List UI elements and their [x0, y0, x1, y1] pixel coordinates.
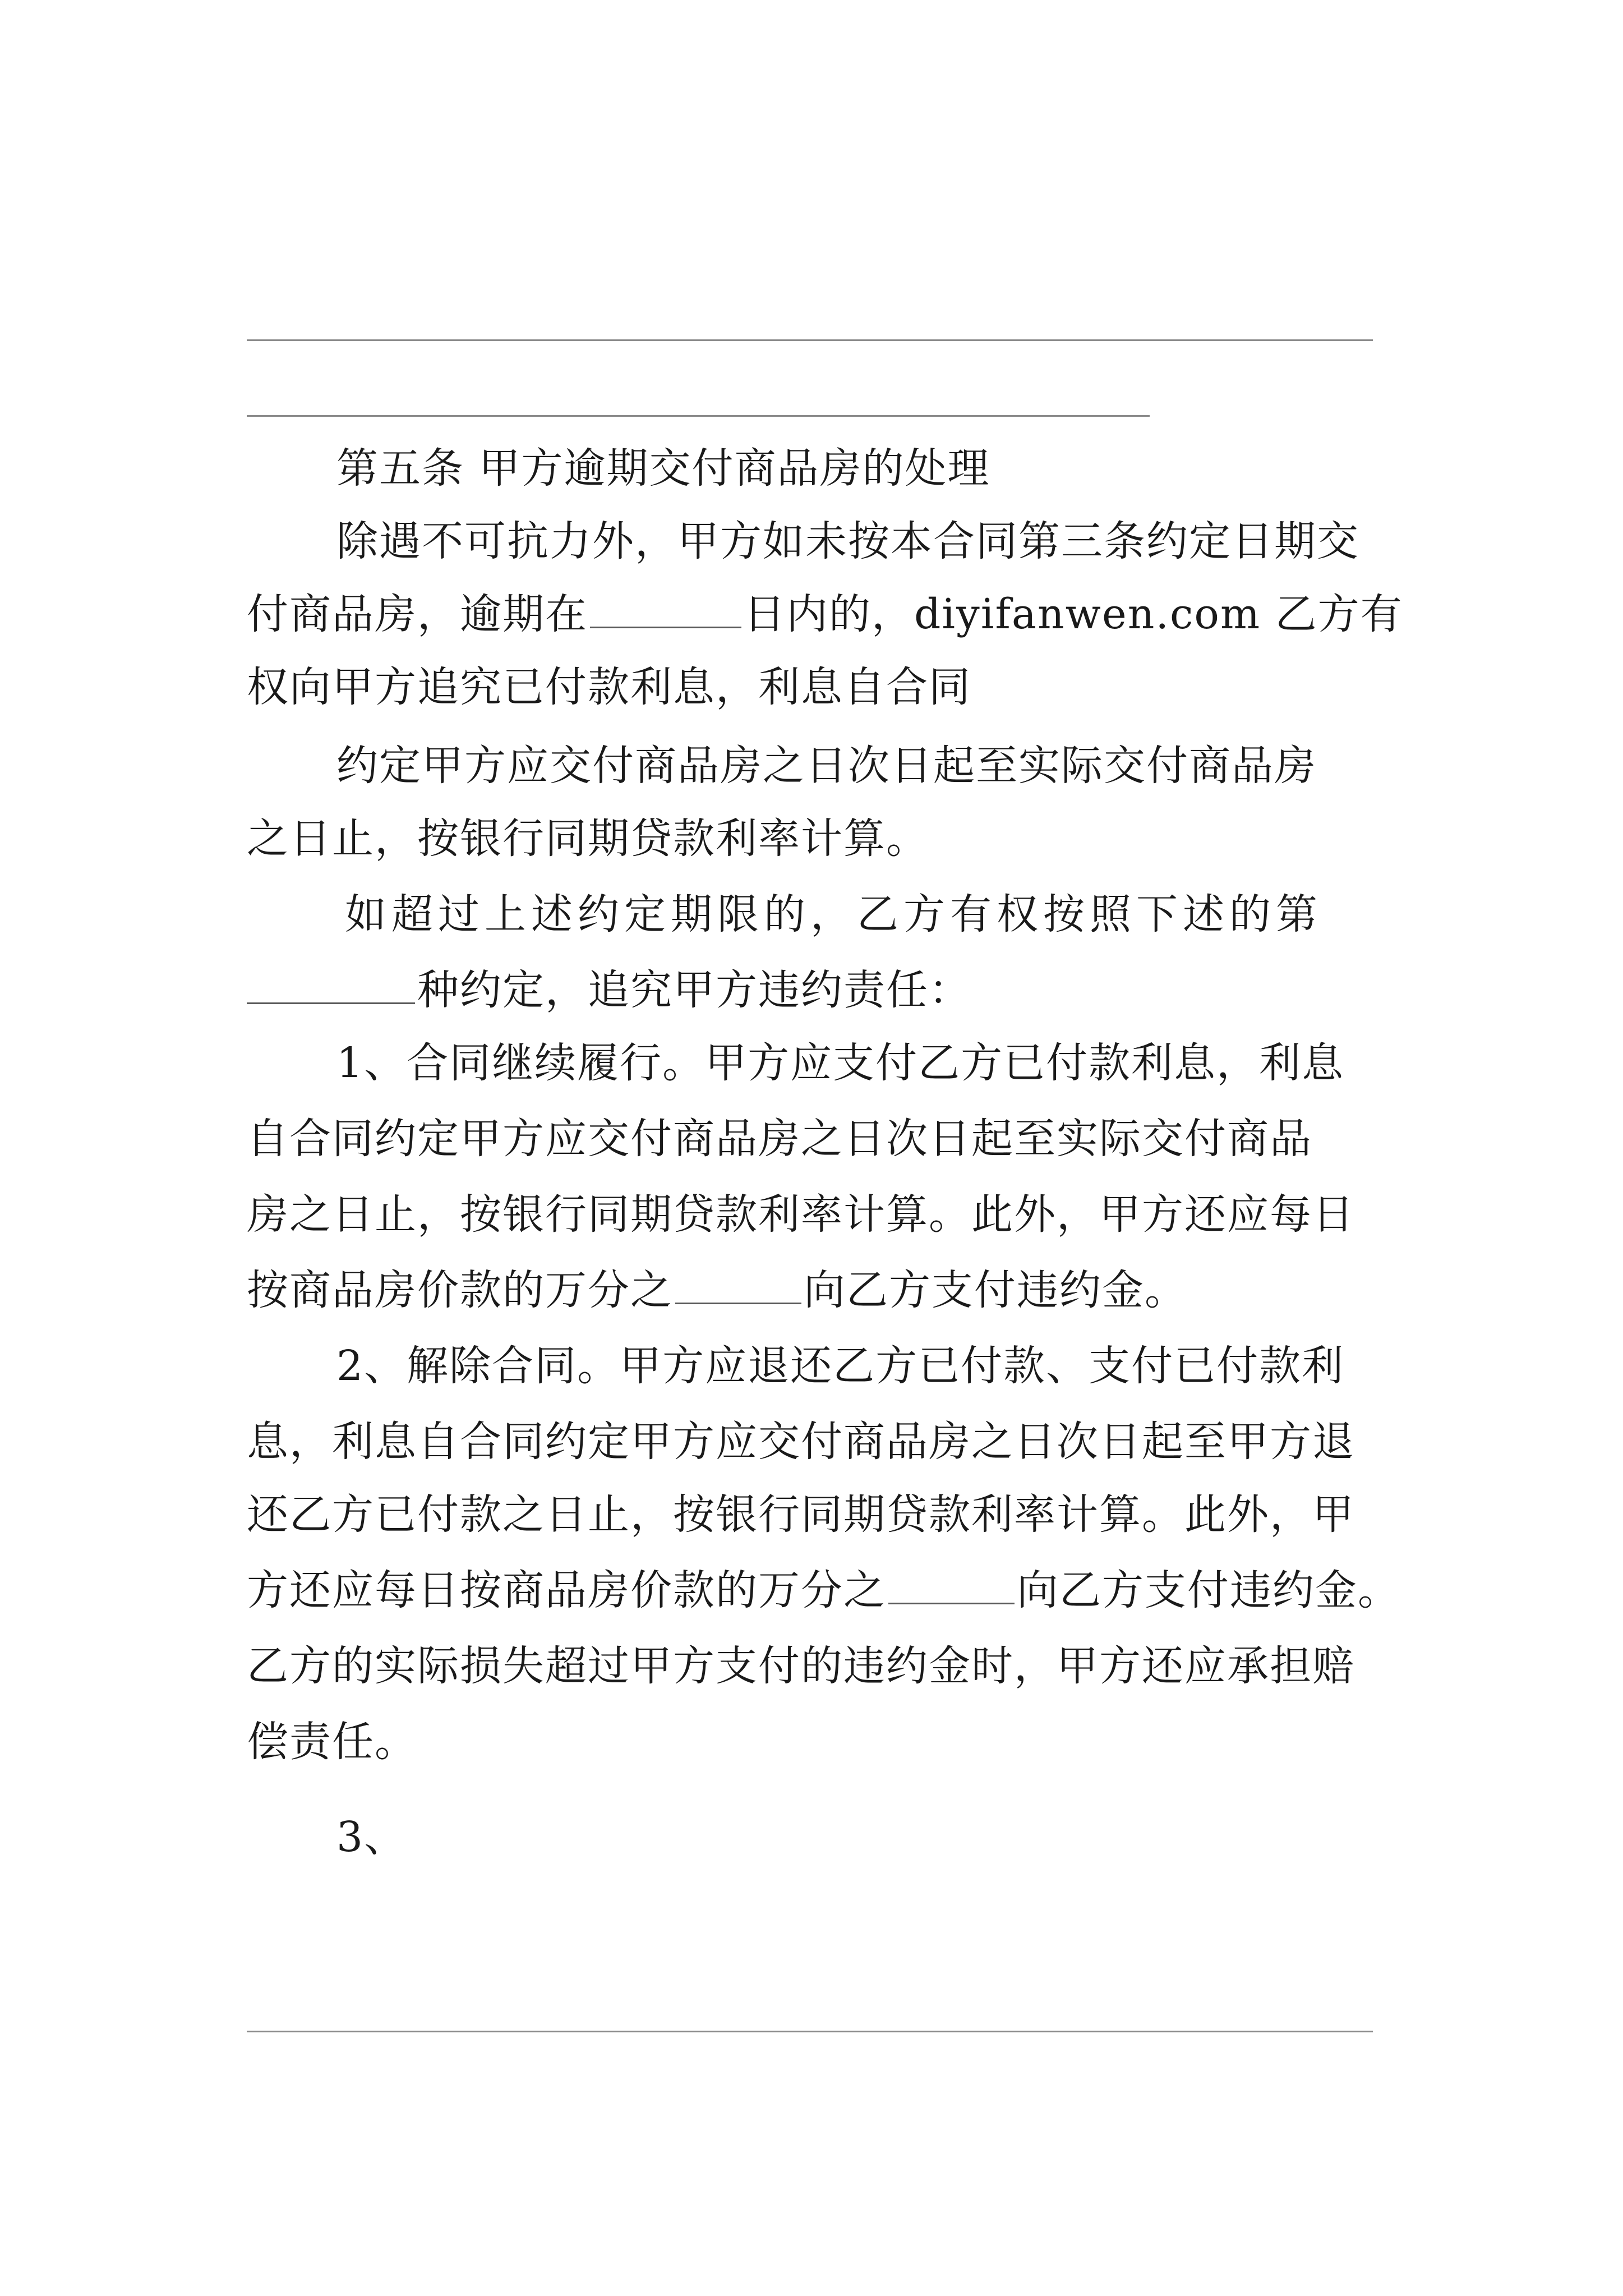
- para1-line3: 权向甲方追究已付款利息，利息自合同: [247, 663, 971, 711]
- item1-line2: 自合同约定甲方应交付商品房之日次日起至实际交付商品: [247, 1115, 1312, 1163]
- item2-line6: 偿责任。: [247, 1718, 417, 1766]
- para3-line2: [247, 954, 971, 1027]
- item1-line4: [247, 1254, 1187, 1327]
- top-fill-line-1: [247, 339, 1373, 341]
- item2-line4-a: 方还应每日按商品房价款的万分之: [247, 1566, 886, 1614]
- para3-line1: 如超过上述约定期限的，乙方有权按照下述的第: [345, 890, 1322, 938]
- para3-line2-b: 种约定，追究甲方违约责任：: [417, 966, 971, 1014]
- top-fill-line-2: [247, 415, 1150, 417]
- para1-line2: [247, 578, 1403, 651]
- item1-line4-a: 按商品房价款的万分之: [247, 1266, 673, 1314]
- para2-line2: 之日止，按银行同期贷款利率计算。: [247, 815, 929, 863]
- item1-line3: 房之日止，按银行同期贷款利率计算。此外，甲方还应每日: [247, 1190, 1355, 1239]
- para1-line2-a: 付商品房，逾期在: [247, 590, 588, 638]
- para2-line1: 约定甲方应交付商品房之日次日起至实际交付商品房: [336, 742, 1317, 790]
- para1-line2-b: 日内的，diyifanwen.com 乙方有: [744, 590, 1403, 638]
- article-heading: 第五条 甲方逾期交付商品房的处理: [336, 444, 990, 493]
- item1-line1: 1、合同继续履行。甲方应支付乙方已付款利息，利息: [336, 1039, 1345, 1087]
- bottom-fill-line: [247, 2031, 1373, 2032]
- overdue-days-blank: [590, 588, 741, 628]
- item2-line1: 2、解除合同。甲方应退还乙方已付款、支付已付款利: [336, 1342, 1345, 1390]
- item2-rate-blank: [888, 1565, 1015, 1604]
- item2-line4-b: 向乙方支付违约金。: [1017, 1566, 1400, 1614]
- item1-line4-b: 向乙方支付违约金。: [804, 1266, 1187, 1314]
- item2-line3: 还乙方已付款之日止，按银行同期贷款利率计算。此外，甲: [247, 1490, 1355, 1539]
- item2-line5: 乙方的实际损失超过甲方支付的违约金时，甲方还应承担赔: [247, 1642, 1355, 1690]
- option-number-blank: [247, 964, 415, 1004]
- item1-rate-blank: [675, 1264, 801, 1304]
- item2-line2: 息，利息自合同约定甲方应交付商品房之日次日起至甲方退: [247, 1418, 1355, 1466]
- para1-line1: 除遇不可抗力外，甲方如未按本合同第三条约定日期交: [336, 517, 1359, 565]
- item3-line1: 3、: [336, 1813, 407, 1861]
- item2-line4: [247, 1554, 1400, 1627]
